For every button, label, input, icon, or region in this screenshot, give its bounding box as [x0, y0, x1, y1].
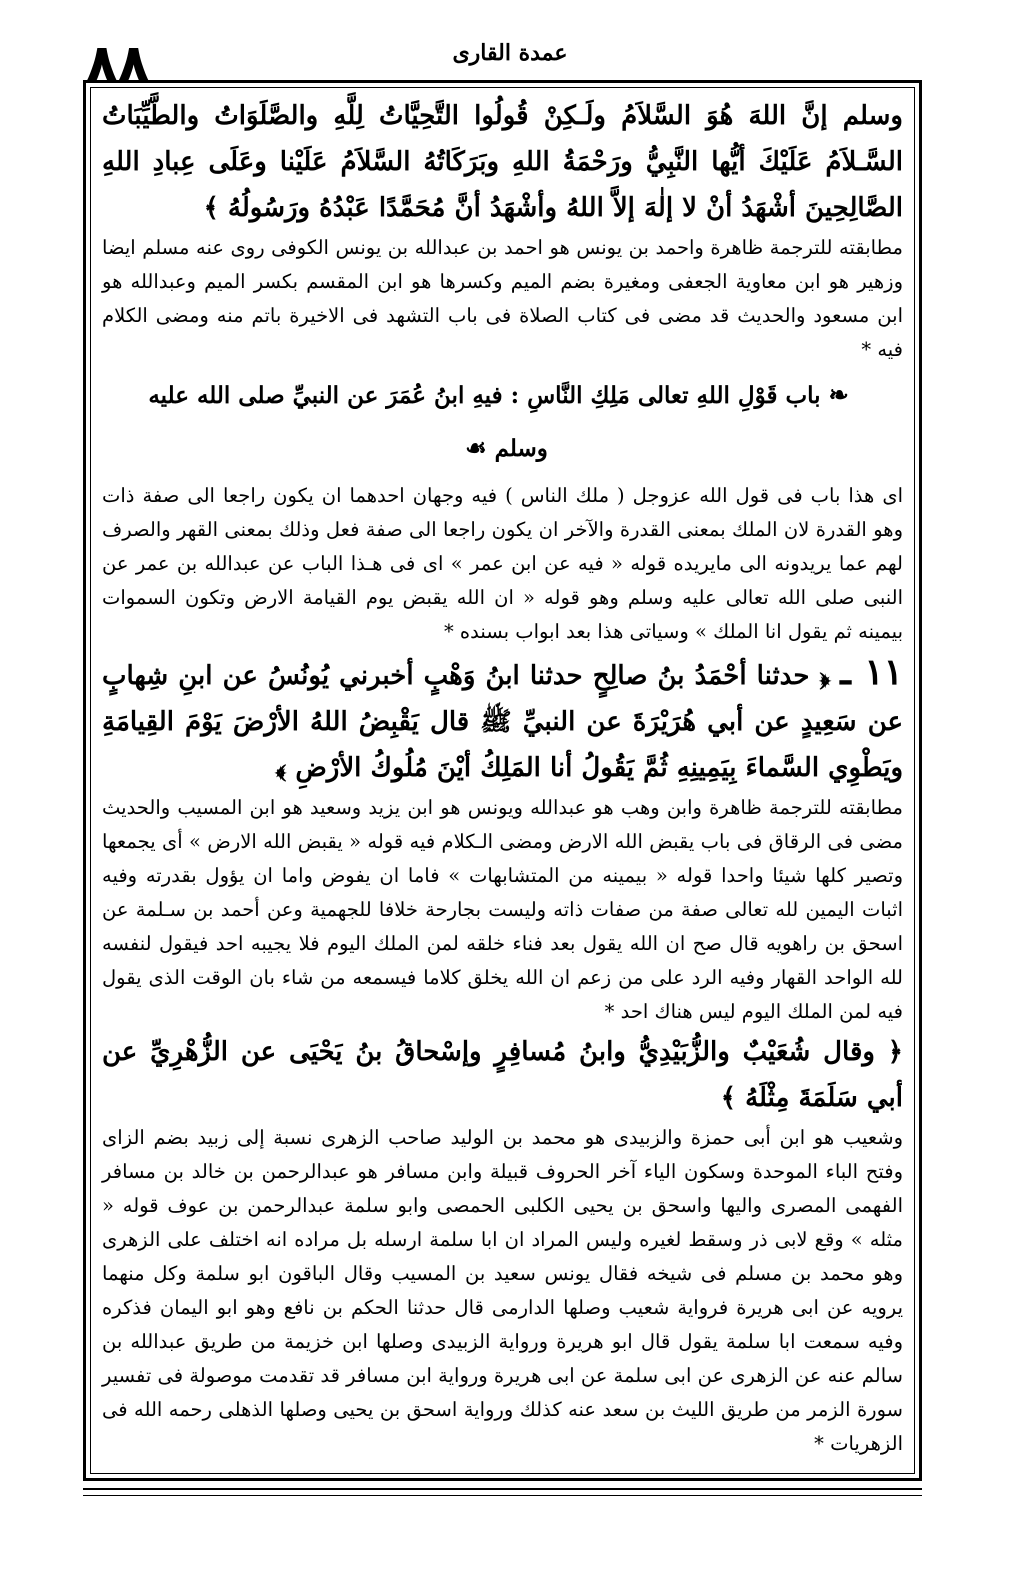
page-number: ٨٨ [86, 34, 150, 94]
hadith-number: ١١ ـ [840, 651, 903, 693]
commentary-paragraph: اى هذا باب فى قول الله عزوجل ( ملك الناس ) فيه وجهان احدهما ان يكون راجعا الى صفة ذات وهو القدرة لان الملك بمعنى القدرة والآخر ان يكون راجعا الى صفة فعل وذلك بمعنى القهر والصرف لهم عما يريدونه الى مايريده قوله « فيه عن ابن عمر » اى فى هـذا الباب عن عبدالله بن عمر عن النبى صلى الله تعالى عليه وسلم وهو قوله « ان الله يقبض يوم القيامة الارض وتكون السموات بيمينه ثم يقول انا الملك » وسياتى هذا بعد ابواب بسنده * [102, 484, 903, 643]
hadith-continuation: وسلم إنَّ اللهَ هُوَ السَّلاَمُ ولَـكِنْ قُولُوا التَّحِيَّاتُ لِلَّهِ والصَّلَوَاتُ والطَّيِّبَاتُ السَّـلاَمُ عَلَيْكَ أيُّها النَّبِيُّ ورَحْمَةُ اللهِ وبَرَكَاتُهُ السَّلاَمُ عَلَيْنا وعَلَى عِبادِ اللهِ الصَّالِحِينَ أشْهَدُ أنْ لا إلٰهَ إلاَّ اللهُ وأشْهَدُ أنَّ مُحَمَّدًا عَبْدُهُ ورَسُولُهُ ﴾ [102, 101, 903, 223]
hadith-text [102, 649, 903, 791]
chapter-heading [102, 369, 903, 475]
footer-rule [83, 1488, 922, 1490]
commentary-paragraph: مطابقته للترجمة ظاهرة وابن وهب هو عبدالله ويونس هو ابن يزيد وسعيد هو ابن المسيب والحديث مضى فى الرقاق فى باب يقبض الله الارض ومضى الـكلام فيه قوله « يقبض الله الارض » أى يجمعها وتصير كلها شيئا واحدا قوله « بيمينه من المتشابهات » فاما ان يفوض واما ان يؤول بقدرته وفيه اثبات اليمين لله تعالى صفة من صفات ذاته وليست بجارحة خلافا للجهمية وعن أحمد بن سـلمة عن اسحق بن راهويه قال صح ان الله يقول بعد فناء خلقه لمن الملك اليوم فلا يجيبه احد فيقول لنفسه لله الواحد القهار وفيه الرد على من زعم ان الله يخلق كلاما فيسمعه من شاء بان الوقت الذى يقول فيه لمن الملك اليوم ليس هناك احد * [102, 796, 903, 1023]
page-frame [83, 80, 922, 1481]
ornament-icon: ❧ [828, 380, 849, 409]
hadith-body: ﴿ حدثنا أحْمَدُ بنُ صالِحٍ حدثنا ابنُ وَهْبٍ أخبرني يُونُسُ عن ابنِ شِهابٍ عن سَعِيدٍ عن أبي هُرَيْرَةَ عن النبيِّ ﷺ قال يَقْبِضُ اللهُ الأرْضَ يَوْمَ القِيامَةِ ويَطْوِي السَّماءَ بِيَمِينِهِ ثُمَّ يَقُولُ أنا المَلِكُ أيْنَ مُلُوكُ الأرْضِ ﴾ [102, 661, 903, 783]
footer-rule [83, 1495, 922, 1496]
commentary-paragraph: وشعيب هو ابن أبى حمزة والزبيدى هو محمد بن الوليد صاحب الزهرى نسبة إلى زبيد بضم الزاى وفتح الباء الموحدة وسكون الياء آخر الحروف قبيلة وابن مسافر هو عبدالرحمن بن خالد بن مسافر الفهمى المصرى واليها واسحق بن يحيى الكلبى الحمصى وابو سلمة عبدالرحمن بن عوف قوله « مثله » وقع لابى ذر وسقط لغيره وليس المراد ان ابا سلمة ارسله بل مراده انه اختلف على الزهرى وهو محمد بن مسلم فى شيخه فقال يونس سعيد بن المسيب وقال الباقون ابو سلمة وكل منهما يرويه عن ابى هريرة فرواية شعيب وصلها الدارمى قال حدثنا الحكم بن نافع وهو ابو اليمان فذكره وفيه سمعت ابا سلمة يقول قال ابو هريرة ورواية الزبيدى وصلها ابن خزيمة من طريق عبدالله بن سالم عنه عن الزهرى عن ابى سلمة عن ابى هريرة ورواية ابن مسافر قد تقدمت موصولة فى تفسير سورة الزمر من طريق الليث بن سعد عنه كذلك ورواية اسحق بن يحيى وصلها الذهلى رحمه الله فى الزهريات * [102, 1126, 903, 1455]
hadith-text: ﴿ وقال شُعَيْبٌ والزُّبَيْدِيُّ وابنُ مُسافِرٍ وإسْحاقُ بنُ يَحْيَى عن الزُّهْرِيِّ عن أبي سَلَمَةَ مِثْلَهُ ﴾ [102, 1037, 903, 1113]
ornament-icon: ☙ [465, 433, 487, 462]
running-title: عمدة القارى [452, 40, 568, 66]
chapter-heading-text: باب قَوْلِ اللهِ تعالى مَلِكِ النَّاسِ : فيهِ ابنُ عُمَرَ عن النبيِّ صلى الله عليه وسلم [148, 382, 821, 462]
commentary-paragraph: مطابقته للترجمة ظاهرة واحمد بن يونس هو احمد بن عبدالله بن يونس الكوفى روى عنه مسلم ايضا وزهير هو ابن معاوية الجعفى ومغيرة بضم الميم وكسرها هو ابن المقسم بكسر الميم وعبدالله هو ابن مسعود والحديث قد مضى فى كتاب الصلاة فى باب التشهد فى الاخيرة باتم منه ومضى الكلام فيه * [102, 236, 903, 361]
